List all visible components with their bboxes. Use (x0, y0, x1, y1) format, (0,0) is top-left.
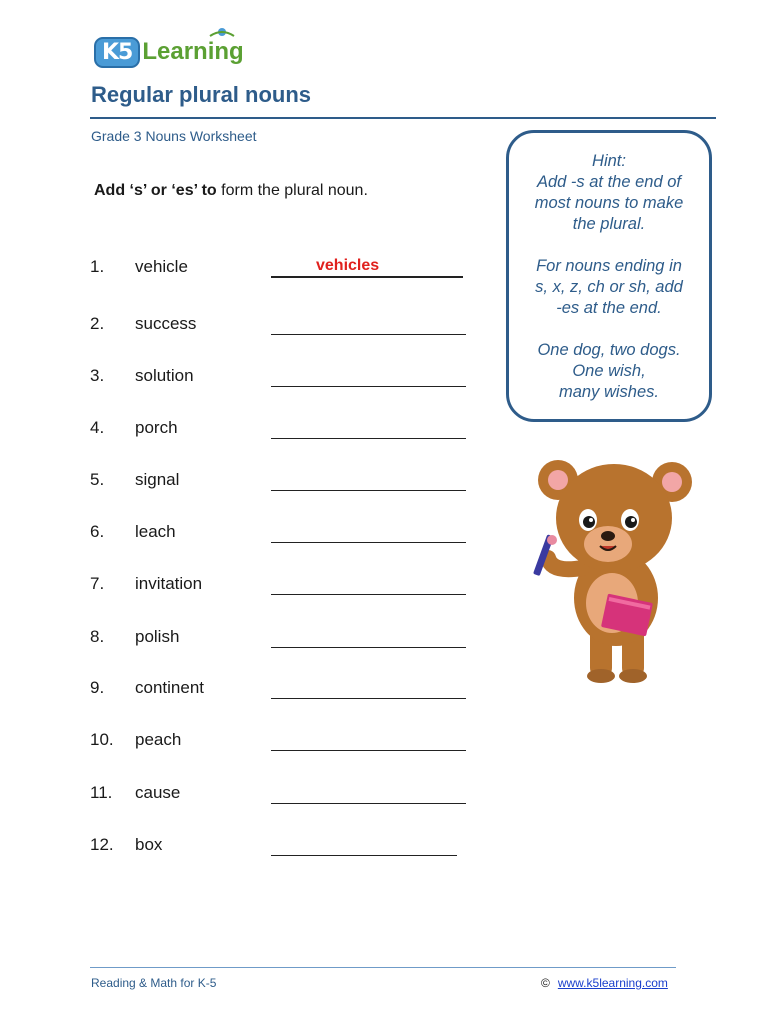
title-divider (90, 117, 716, 119)
question-row (90, 366, 470, 388)
question-number: 2. (90, 314, 105, 333)
hint-line: Hint: (592, 152, 626, 170)
question-row (90, 730, 470, 752)
answer-line[interactable] (271, 594, 466, 595)
answer-line[interactable] (271, 438, 466, 439)
question-word: box (135, 835, 163, 854)
question-word: solution (135, 366, 194, 385)
question-number: 4. (90, 418, 105, 437)
page-title: Regular plural nouns (91, 82, 312, 107)
answer-line[interactable] (271, 698, 466, 699)
hint-line: many wishes. (559, 383, 659, 401)
answer-line[interactable] (271, 542, 466, 543)
answer-line[interactable] (271, 334, 466, 335)
question-number: 12. (90, 835, 114, 854)
question-number: 8. (90, 627, 105, 646)
question-word: success (135, 314, 197, 333)
answer-line[interactable] (271, 855, 457, 856)
question-number: 10. (90, 730, 114, 749)
hint-line: s, x, z, ch or sh, add (535, 278, 683, 296)
question-number: 7. (90, 574, 105, 593)
hint-line: For nouns ending in (536, 257, 682, 275)
hint-box (506, 130, 712, 422)
instruction-rest: form the plural noun. (216, 182, 368, 199)
hint-paragraph (509, 151, 709, 235)
hint-line: -es at the end. (556, 299, 662, 317)
question-word: peach (135, 730, 182, 749)
answer-line[interactable] (271, 490, 466, 491)
question-row (90, 257, 470, 279)
question-row (90, 470, 470, 492)
hint-paragraph (509, 340, 709, 403)
question-word: porch (135, 418, 178, 437)
logo-badge: K5 (94, 37, 140, 68)
question-word: leach (135, 522, 176, 541)
hint-line: One dog, two dogs. (537, 341, 681, 359)
answer-line[interactable] (271, 276, 463, 278)
footer-tagline: Reading & Math for K-5 (91, 976, 217, 990)
answer-text: vehicles (316, 257, 380, 274)
logo-text: Learning (142, 38, 244, 65)
question-row (90, 627, 470, 649)
question-row (90, 522, 470, 544)
answer-line[interactable] (271, 386, 466, 387)
question-number: 3. (90, 366, 105, 385)
question-row (90, 783, 470, 805)
copyright-symbol: © (541, 976, 550, 990)
website-link[interactable]: www.k5learning.com (557, 976, 668, 990)
bear-illustration-icon (530, 448, 700, 688)
hint-line: most nouns to make (534, 194, 684, 212)
instruction (94, 182, 368, 200)
logo-figure-icon (206, 26, 246, 46)
hint-line: Add -s at the end of (536, 173, 681, 191)
question-number: 1. (90, 257, 105, 276)
hint-paragraph (509, 256, 709, 319)
instruction-bold: Add ‘s’ or ‘es’ to (94, 182, 217, 199)
question-word: polish (135, 627, 180, 646)
k5-learning-logo (94, 34, 244, 70)
footer-divider (90, 967, 676, 968)
question-number: 5. (90, 470, 105, 489)
answer-line[interactable] (271, 647, 466, 648)
question-word: invitation (135, 574, 203, 593)
footer-copyright (541, 976, 668, 990)
question-number: 9. (90, 678, 105, 697)
hint-line: One wish, (572, 362, 646, 380)
question-word: signal (135, 470, 180, 489)
question-number: 11. (90, 783, 113, 802)
question-word: vehicle (135, 257, 188, 276)
answer-line[interactable] (271, 750, 466, 751)
question-row (90, 314, 470, 336)
question-row (90, 574, 470, 596)
question-row (90, 678, 470, 700)
question-word: continent (135, 678, 204, 697)
question-word: cause (135, 783, 181, 802)
worksheet-subtitle: Grade 3 Nouns Worksheet (91, 128, 257, 144)
question-row (90, 418, 470, 440)
question-row (90, 835, 470, 857)
hint-line: the plural. (572, 215, 646, 233)
answer-line[interactable] (271, 803, 466, 804)
question-number: 6. (90, 522, 105, 541)
